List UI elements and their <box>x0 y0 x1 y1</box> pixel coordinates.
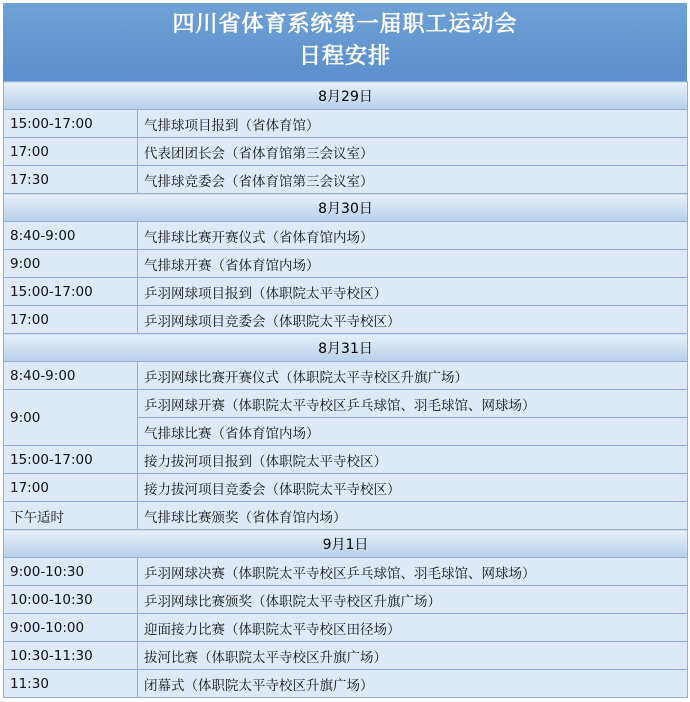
time-cell: 9:00-10:00 <box>4 614 138 642</box>
schedule-row <box>4 586 688 614</box>
time-cell: 15:00-17:00 <box>4 278 138 306</box>
schedule-row <box>4 306 688 334</box>
time-cell: 9:00 <box>4 390 138 446</box>
event-cell: 气排球比赛颁奖（省体育馆内场） <box>138 502 688 530</box>
date-header-row <box>4 334 688 362</box>
date-header: 8月29日 <box>4 82 688 110</box>
time-cell: 10:30-11:30 <box>4 642 138 670</box>
schedule-row <box>4 390 688 418</box>
schedule-row <box>4 642 688 670</box>
time-cell: 9:00 <box>4 250 138 278</box>
schedule-row <box>4 222 688 250</box>
time-cell: 9:00-10:30 <box>4 558 138 586</box>
schedule-row <box>4 502 688 530</box>
event-cell: 接力拔河项目报到（体职院太平寺校区） <box>138 446 688 474</box>
document-subtitle: 日程安排 <box>298 44 391 69</box>
date-header-row <box>4 194 688 222</box>
schedule-row <box>4 614 688 642</box>
schedule-table <box>3 81 688 698</box>
event-cell: 乒羽网球项目报到（体职院太平寺校区） <box>138 278 688 306</box>
time-cell: 17:00 <box>4 474 138 502</box>
schedule-row <box>4 474 688 502</box>
schedule-row <box>4 446 688 474</box>
schedule-row <box>4 250 688 278</box>
schedule-row <box>4 670 688 698</box>
event-cell: 迎面接力比赛（体职院太平寺校区田径场） <box>138 614 688 642</box>
time-cell: 下午适时 <box>4 502 138 530</box>
date-header: 8月30日 <box>4 194 688 222</box>
event-cell: 接力拔河项目竞委会（体职院太平寺校区） <box>138 474 688 502</box>
date-header-row <box>4 530 688 558</box>
schedule-row <box>4 362 688 390</box>
event-cell: 乒羽网球比赛颁奖（体职院太平寺校区升旗广场） <box>138 586 688 614</box>
event-cell: 气排球比赛开赛仪式（省体育馆内场） <box>138 222 688 250</box>
event-cell: 拔河比赛（体职院太平寺校区升旗广场） <box>138 642 688 670</box>
schedule-row <box>4 278 688 306</box>
event-cell: 乒羽网球比赛开赛仪式（体职院太平寺校区升旗广场） <box>138 362 688 390</box>
time-cell: 15:00-17:00 <box>4 110 138 138</box>
document-title: 四川省体育系统第一届职工运动会 <box>172 12 518 37</box>
time-cell: 8:40-9:00 <box>4 222 138 250</box>
time-cell: 8:40-9:00 <box>4 362 138 390</box>
event-cell: 闭幕式（体职院太平寺校区升旗广场） <box>138 670 688 698</box>
date-header: 9月1日 <box>4 530 688 558</box>
time-cell: 17:00 <box>4 138 138 166</box>
event-cell: 代表团团长会（省体育馆第三会议室） <box>138 138 688 166</box>
schedule-document <box>3 3 687 698</box>
event-cell: 乒羽网球开赛（体职院太平寺校区乒乓球馆、羽毛球馆、网球场） <box>138 390 688 418</box>
time-cell: 17:30 <box>4 166 138 194</box>
time-cell: 11:30 <box>4 670 138 698</box>
schedule-row <box>4 166 688 194</box>
schedule-row <box>4 110 688 138</box>
time-cell: 10:00-10:30 <box>4 586 138 614</box>
event-cell: 乒羽网球决赛（体职院太平寺校区乒乓球馆、羽毛球馆、网球场） <box>138 558 688 586</box>
event-cell: 气排球比赛（省体育馆内场） <box>138 418 688 446</box>
event-cell: 气排球竞委会（省体育馆第三会议室） <box>138 166 688 194</box>
event-cell: 乒羽网球项目竞委会（体职院太平寺校区） <box>138 306 688 334</box>
date-header-row <box>4 82 688 110</box>
time-cell: 17:00 <box>4 306 138 334</box>
title-banner <box>3 3 687 81</box>
schedule-row <box>4 138 688 166</box>
schedule-row <box>4 558 688 586</box>
time-cell: 15:00-17:00 <box>4 446 138 474</box>
event-cell: 气排球开赛（省体育馆内场） <box>138 250 688 278</box>
date-header: 8月31日 <box>4 334 688 362</box>
event-cell: 气排球项目报到（省体育馆） <box>138 110 688 138</box>
